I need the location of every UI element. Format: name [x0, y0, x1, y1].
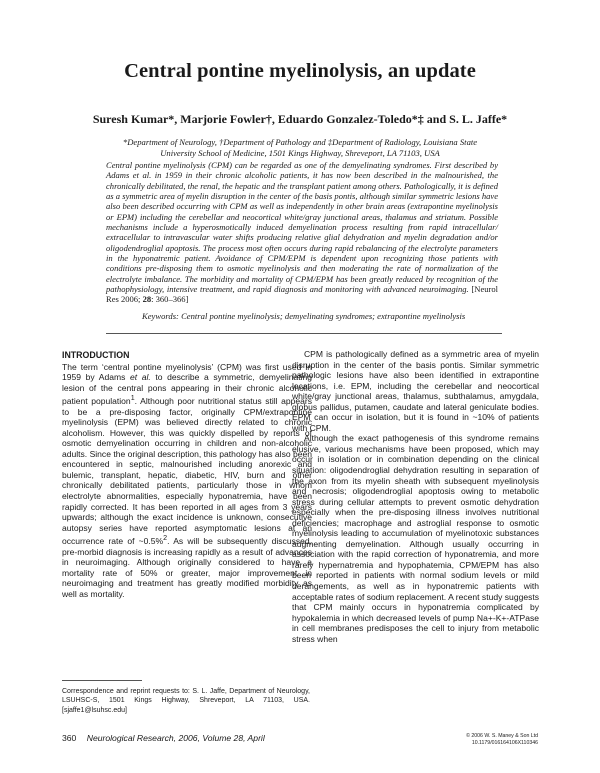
abstract — [106, 160, 498, 305]
article-title: Central pontine myelinolysis, an update — [124, 60, 476, 82]
citation-reference: [Neurol Res 2006; 28: 360–366] — [106, 284, 499, 305]
publisher-info — [466, 733, 538, 747]
author-list: Suresh Kumar*, Marjorie Fowler†, Eduardo Gonzalez-Toledo*‡ and S. L. Jaffe* — [92, 112, 508, 126]
section-divider — [106, 333, 502, 334]
keywords: Keywords: Central pontine myelinolysis; demyelinating syndromes; extrapontine myelinolysis — [142, 311, 466, 321]
body-paragraph: CPM is pathologically defined as a symmetric area of myelin disruption in the center of the basis pontis. Similar symmetric pathologic lesions have also been identified in extrapontine locations, i.e. EPM, including the cerebellar and neocortical white/gray junctional areas, thalamus, subthalamus, amygdala, globus pallidus, putamen, caudate and lateral geniculate bodies. EPM can occur in isolation, but it is found in ~10% of patients with CPM. — [292, 349, 539, 433]
body-paragraph: Although the exact pathogenesis of this syndrome remains elusive, various mechanisms have been proposed, which may occur in isolation or in combination depending on the clinical situation: oligodendroglial dehydration resulting in separation of the axon from its myelin sheath with subsequent myelinolysis and necrosis; oligodendroglial apoptosis owing to metabolic stress during cellular attempts to prevent osmotic dehydration especially when the pre-disposing illness involves nutritional deficiencies; macrophage and astroglial response to osmotic myelinolysis leading to accumulation of myelinotoxic substances augmenting demyelination. Although usually occurring in association with the rapid correction of hyponatremia, and more rarely hypernatremia and hypophatemia, CPM/EPM has also been reported in patients with normal sodium levels or mild derangements, as well as in hyponatremic patients with acceptable rates of sodium replacement. A recent study suggests that CPM mainly occurs in hyponatremia complicated by hypokalemia in which decreased levels of pump Na+-K+-ATPase in cell membranes predisposes the cell to injury from metabolic stress when — [292, 433, 539, 644]
doi: 10.1179/016164106X110346 — [471, 740, 538, 746]
affiliation-line-1: *Department of Neurology, †Department of Pathology and ‡Department of Radiology, Louisiana State — [122, 137, 478, 147]
abstract-text: Central pontine myelinolysis (CPM) can be regarded as one of the demyelinating syndromes. First described by Adams et al. in 1959 in their chronic alcoholic patients, it has now been described in the malnourished, the chronically debilitated, the renal, the hepatic and the transplant patient among others. Pathologically, it is defined as a symmetric area of myelin disruption in the center of the basis pontis, although similar symmetric lesions have also been described occurring with CPM as well as independently in other brain areas (extrapontine myelinolysis or EPM) including the cerebellar and neocortical white/gray junctional areas, thalamus and striatum. Possible mechanisms include a hyperosmotically induced demyelination process resulting from rapid intracellular/ extracellular to intravascular water shifts producing relative glial dehydration and myelin degradation and/or oligodendroglial apoptosis. The process most often occurs during rapid rebalancing of the electrolyte parameters in the hyponatremic patient. Avoidance of CPM/EPM is dependent upon recognizing those patients with conditions pre-disposing them to osmotic myelinolysis and then moderating the rate of normalization of the electrolyte imbalance. The morbidity and mortality of CPM/EPM has been greatly reduced by recognition of the pathophysiology, intensive treatment, and rapid diagnosis and monitoring with advanced neuroimaging. — [106, 160, 498, 295]
journal-citation: Neurological Research, 2006, Volume 28, April — [86, 733, 265, 743]
introduction-heading: INTRODUCTION — [62, 350, 130, 360]
correspondence-footnote: Correspondence and reprint requests to: S. L. Jaffe, Department of Neurology, LSUHSC-S, 1501 Kings Highway, Shreveport, LA 71103, USA. [sjaffe1@lsuhsc.edu] — [62, 688, 310, 714]
page-number: 360 — [62, 733, 77, 743]
author-affiliations — [100, 137, 500, 158]
footnote-divider — [62, 680, 142, 681]
affiliation-line-2: University School of Medicine, 1501 Kings Highway, Shreveport, LA 71103, USA — [160, 147, 440, 158]
page-footer — [62, 733, 265, 743]
right-column — [292, 349, 539, 644]
introduction-paragraph: The term ‘central pontine myelinolysis’ (CPM) was first used in 1959 by Adams et al. to describe a symmetric, demyelinating lesion of the central pons appearing in their chronic alcoholic patient population$^1$. Although poor nutritional status still appears to be a pre-disposing factor, originally CPM/extrapontine myelinolysis (EPM) was believed directly related to chronic alcoholism. However, this was quickly dispelled by reports of osmotic demyelination occurring in children and non-alcoholic adults. Since the original description, this pathology has also been encountered in septic, malnourished including anorexic and bulemic, transplant, hepatic, diabetic, HIV, burn and other chronically debilitated patients, particularly those in whom electrolyte abnormalities, especially hyponatremia, have been rapidly corrected. It has been reported in all ages from 3 years upwards; although the exact incidence is unknown, consecutive autopsy series have reported asymptomatic lesions at an occurrence rate of ~0.5%$^2$. As will be subsequently discussed, pre-morbid diagnosis is increasing rapidly as a result of advances in neuroimaging. Although originally considered to have a mortality rate of 50% or greater, major improvement in neuroimaging and treatment has greatly modified morbidity as well as mortality. — [62, 361, 313, 599]
copyright-notice: © 2006 W. S. Maney & Son Ltd — [466, 733, 538, 739]
left-column — [62, 350, 312, 599]
